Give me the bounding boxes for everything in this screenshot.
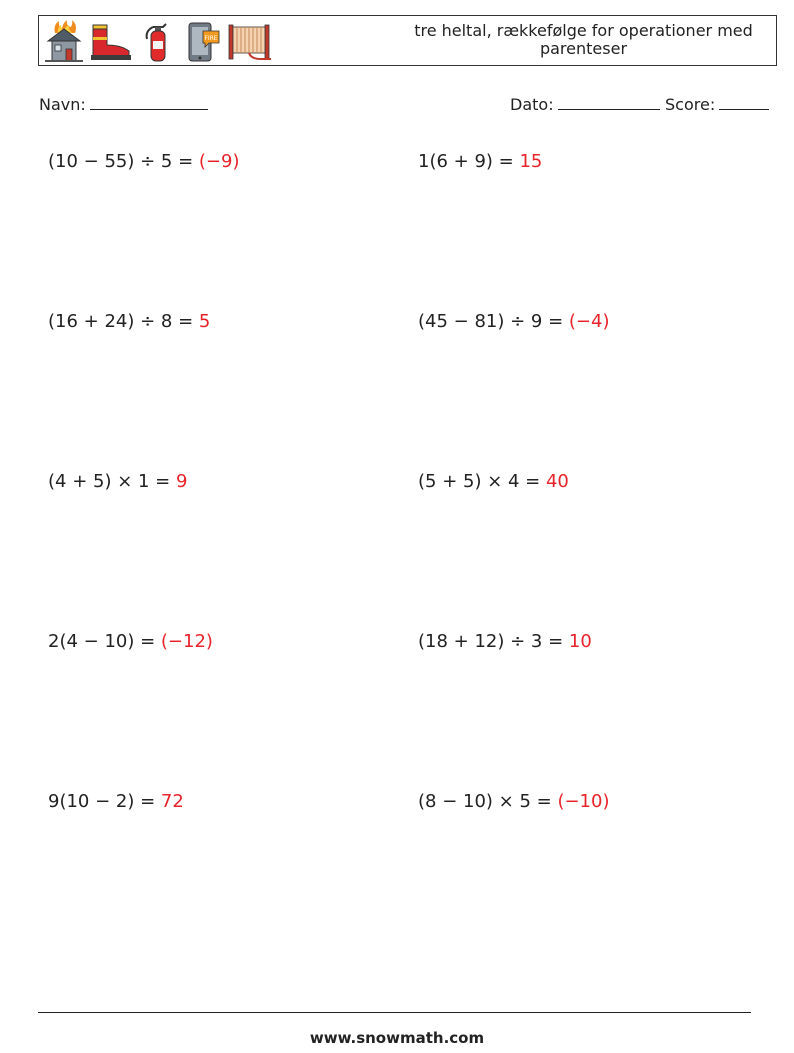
problem-2 — [418, 151, 542, 172]
problem-answer: (−10) — [557, 791, 610, 812]
problem-answer: 40 — [545, 471, 569, 492]
name-blank-line[interactable] — [90, 93, 208, 110]
footer-url[interactable]: www.snowmath.com — [309, 1029, 485, 1047]
problem-answer: 10 — [568, 631, 592, 652]
problem-answer: 15 — [519, 151, 543, 172]
problem-answer: 72 — [160, 791, 184, 812]
problem-expression: (16 + 24) ÷ 8 = — [48, 311, 199, 332]
problem-10 — [418, 791, 609, 812]
problem-expression: (5 + 5) × 4 = — [418, 471, 546, 492]
fire-boot-icon — [89, 19, 133, 63]
footer-divider — [38, 1012, 751, 1013]
svg-text:FIRE: FIRE — [204, 35, 218, 42]
problem-answer: (−9) — [198, 151, 240, 172]
date-label: Dato: — [510, 95, 554, 114]
problem-answer: 5 — [198, 311, 211, 332]
problem-expression: (8 − 10) × 5 = — [418, 791, 558, 812]
problem-7 — [48, 631, 213, 652]
name-label: Navn: — [39, 95, 86, 114]
date-blank-line[interactable] — [558, 93, 660, 110]
score-label: Score: — [665, 95, 716, 114]
problem-4 — [418, 311, 609, 332]
title-line-1: tre heltal, rækkefølge for operationer med — [414, 21, 753, 40]
problem-expression: (4 + 5) × 1 = — [48, 471, 176, 492]
header-icons — [45, 18, 273, 64]
problem-3 — [48, 311, 210, 332]
date-field[interactable] — [510, 93, 660, 114]
fire-extinguisher-icon — [139, 19, 177, 63]
problem-expression: 9(10 − 2) = — [48, 791, 161, 812]
fire-alert-phone-icon — [183, 19, 221, 63]
problem-1 — [48, 151, 239, 172]
title-line-2: parenteser — [539, 39, 628, 58]
problem-answer: 9 — [175, 471, 188, 492]
problem-expression: (45 − 81) ÷ 9 = — [418, 311, 569, 332]
problem-6 — [418, 471, 569, 492]
worksheet-title — [399, 22, 768, 58]
name-field[interactable] — [39, 93, 208, 114]
fire-hose-reel-icon — [227, 19, 273, 63]
problem-expression: 2(4 − 10) = — [48, 631, 161, 652]
problem-answer: (−4) — [568, 311, 610, 332]
problem-expression: 1(6 + 9) = — [418, 151, 520, 172]
burning-house-icon — [45, 19, 83, 63]
problem-expression: (18 + 12) ÷ 3 = — [418, 631, 569, 652]
problem-9 — [48, 791, 184, 812]
worksheet-header — [38, 15, 777, 66]
score-blank-line[interactable] — [719, 93, 769, 110]
problem-expression: (10 − 55) ÷ 5 = — [48, 151, 199, 172]
problem-8 — [418, 631, 592, 652]
problem-answer: (−12) — [160, 631, 213, 652]
score-field[interactable] — [665, 93, 769, 114]
problem-5 — [48, 471, 187, 492]
